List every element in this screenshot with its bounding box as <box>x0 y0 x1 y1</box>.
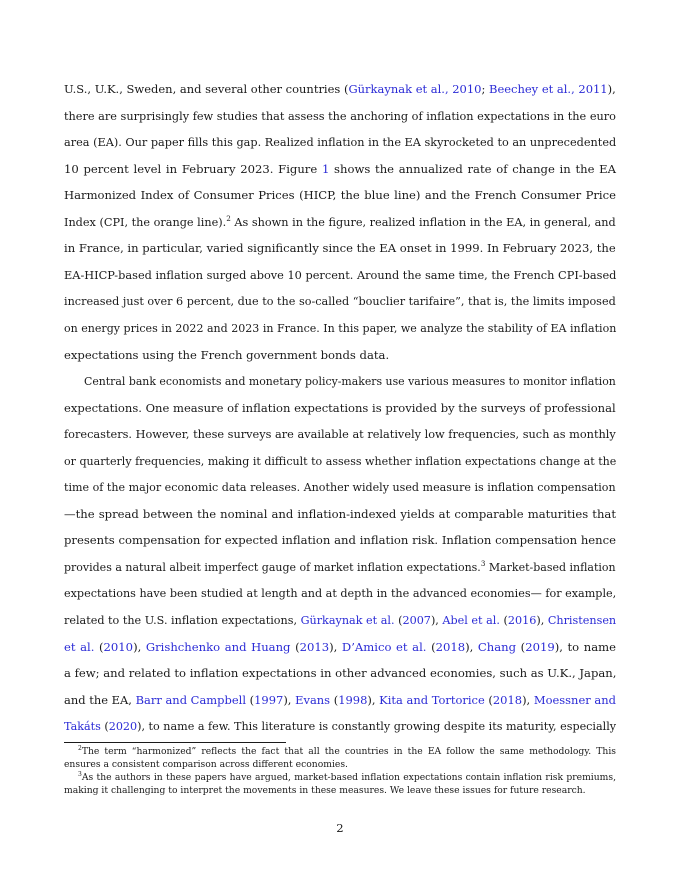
text-run: ), <box>283 692 296 707</box>
text-run: ( <box>245 692 255 707</box>
citation-link[interactable]: 2019 <box>525 639 555 654</box>
text-run: ), to name a few. This literature is constantly growing despite its maturity, especially <box>137 719 617 734</box>
text-run: ), <box>367 692 380 707</box>
text-line <box>64 80 616 98</box>
text-run: Central bank economists and monetary policy-makers use various measures to monitor inflation <box>84 374 616 388</box>
citation-link[interactable]: 2016 <box>507 612 537 627</box>
text-run: and the EA, <box>64 692 136 707</box>
footnote-marker[interactable]: 3 <box>480 558 486 568</box>
text-run: ( <box>330 692 339 707</box>
text-run: making it challenging to interpret the movements in these measures. We leave these issues for future research. <box>64 785 586 796</box>
text-line <box>64 319 616 337</box>
text-line <box>64 133 616 151</box>
text-run: ( <box>94 639 104 654</box>
footnote-line <box>64 758 616 771</box>
citation-link[interactable]: D’Amico et al. <box>341 639 427 654</box>
text-run: Market-based inflation <box>485 559 616 574</box>
text-run: As the authors in these papers have argued, market-based inflation expectations contain inflation risk premiums, <box>81 772 616 783</box>
text-run: a few; and related to inflation expectations in other advanced economies, such as U.K., Japan, <box>64 666 617 681</box>
text-run: ), to name <box>554 639 616 654</box>
citation-link[interactable]: 2018 <box>435 639 466 654</box>
text-run: ), <box>133 639 146 654</box>
text-run: ( <box>394 612 403 627</box>
text-run: 10 percent level in February 2023. Figure <box>64 161 322 176</box>
citation-link[interactable]: 2018 <box>492 692 523 707</box>
text-line <box>64 213 616 231</box>
text-run: The term “harmonized” reflects the fact that all the countries in the EA follow the same methodology. This <box>81 746 616 757</box>
text-run: in France, in particular, varied significantly since the EA onset in 1999. In February 2023, the <box>64 241 616 256</box>
citation-link[interactable]: 1997 <box>254 692 284 707</box>
text-line <box>64 664 616 682</box>
text-run: related to the U.S. inflation expectations, <box>64 612 301 627</box>
text-line <box>64 266 616 284</box>
text-run: forecasters. However, these surveys are available at relatively low frequencies, such as monthly <box>64 427 616 442</box>
footnote-marker[interactable]: 2 <box>226 213 231 223</box>
text-run: ), <box>430 612 443 627</box>
text-run: there are surprisingly few studies that assess the anchoring of inflation expectations in the euro <box>64 108 616 123</box>
text-line <box>64 399 616 417</box>
citation-link[interactable]: 2010 <box>103 639 134 654</box>
citation-link[interactable]: Chang <box>477 639 517 654</box>
text-run: expectations. One measure of inflation expectations is provided by the surveys of professional <box>64 400 616 415</box>
citation-link[interactable]: Beechey et al., 2011 <box>489 82 608 96</box>
page-number: 2 <box>336 821 344 835</box>
text-run: ), <box>329 639 342 654</box>
citation-link[interactable]: Christensen <box>547 612 617 627</box>
text-line <box>64 478 616 496</box>
text-run: As shown in the figure, realized inflation in the EA, in general, and <box>230 214 616 229</box>
footnote-line <box>78 745 616 758</box>
text-run: ), <box>522 692 534 707</box>
citation-link[interactable]: 2020 <box>108 719 138 734</box>
text-run: on energy prices in 2022 and 2023 in France. In this paper, we analyze the stability of EA inflation <box>64 320 617 335</box>
citation-link[interactable]: Moessner and <box>533 692 616 707</box>
text-run: Index (CPI, the orange line). <box>64 214 227 229</box>
footnote-line <box>78 771 616 784</box>
text-run: ( <box>290 639 300 654</box>
text-line <box>64 239 616 257</box>
text-line <box>64 717 616 735</box>
text-run: ), <box>607 82 616 96</box>
footnote-marker[interactable]: 2 <box>78 745 82 752</box>
text-run: ), <box>536 612 548 627</box>
text-run: expectations using the French government bonds data. <box>64 347 390 362</box>
text-line <box>84 372 616 390</box>
text-line <box>64 452 616 470</box>
footnote-separator <box>64 742 286 743</box>
citation-link[interactable]: 2007 <box>402 612 431 627</box>
text-run: time of the major economic data releases. Another widely used measure is inflation compensation <box>64 480 616 495</box>
text-line <box>64 160 616 178</box>
text-line <box>64 558 616 576</box>
text-run: Harmonized Index of Consumer Prices (HICP, the blue line) and the French Consumer Price <box>64 188 616 203</box>
text-run: ( <box>100 719 109 734</box>
text-run: ensures a consistent comparison across different economies. <box>64 759 348 770</box>
text-run: ( <box>484 692 493 707</box>
text-run: ( <box>426 639 436 654</box>
citation-link[interactable]: Takáts <box>64 719 101 734</box>
text-line <box>64 505 616 523</box>
citation-link[interactable]: et al. <box>64 639 95 654</box>
text-run: shows the annualized rate of change in the EA <box>329 161 616 176</box>
text-run: increased just over 6 percent, due to the so-called “bouclier tarifaire”, that is, the limits imposed <box>64 294 616 309</box>
footnote-line <box>64 784 616 797</box>
text-line <box>64 425 616 443</box>
text-line <box>64 584 616 602</box>
text-run: presents compensation for expected inflation and inflation risk. Inflation compensation hence <box>64 533 616 548</box>
citation-link[interactable]: Kita and Tortorice <box>379 692 485 707</box>
citation-link[interactable]: 2013 <box>299 639 330 654</box>
text-run: expectations have been studied at length and at depth in the advanced economies— for example, <box>64 586 617 601</box>
citation-link[interactable]: Abel et al. <box>442 612 500 627</box>
text-run: ; <box>481 82 490 96</box>
citation-link[interactable]: 1 <box>321 161 330 176</box>
text-line <box>64 346 616 364</box>
text-run: provides a natural albeit imperfect gauge of market inflation expectations. <box>64 559 481 574</box>
text-run: area (EA). Our paper fills this gap. Realized inflation in the EA skyrocketed to an unprecedented <box>64 135 617 150</box>
citation-link[interactable]: 1998 <box>338 692 368 707</box>
citation-link[interactable]: Gürkaynak et al., 2010 <box>348 82 482 96</box>
text-run: ( <box>499 612 508 627</box>
text-run: or quarterly frequencies, making it difficult to assess whether inflation expectations change at the <box>64 453 617 468</box>
text-run: EA-HICP-based inflation surged above 10 percent. Around the same time, the French CPI-based <box>64 267 617 282</box>
citation-link[interactable]: Gürkaynak et al. <box>300 612 395 627</box>
text-run: ( <box>516 639 526 654</box>
citation-link[interactable]: Evans <box>295 692 331 707</box>
text-line <box>64 186 616 204</box>
text-line <box>64 638 616 656</box>
text-line <box>64 691 616 709</box>
text-line <box>64 292 616 310</box>
text-line <box>64 531 616 549</box>
text-run: —the spread between the nominal and inflation-indexed yields at comparable maturities that <box>64 506 616 521</box>
citation-link[interactable]: Grishchenko and Huang <box>145 639 291 654</box>
citation-link[interactable]: Barr and Campbell <box>135 692 246 707</box>
text-run: U.S., U.K., Sweden, and several other countries ( <box>64 82 349 96</box>
text-run: ), <box>465 639 478 654</box>
text-line <box>64 107 616 125</box>
footnote-marker[interactable]: 3 <box>78 771 82 778</box>
text-line <box>64 611 616 629</box>
